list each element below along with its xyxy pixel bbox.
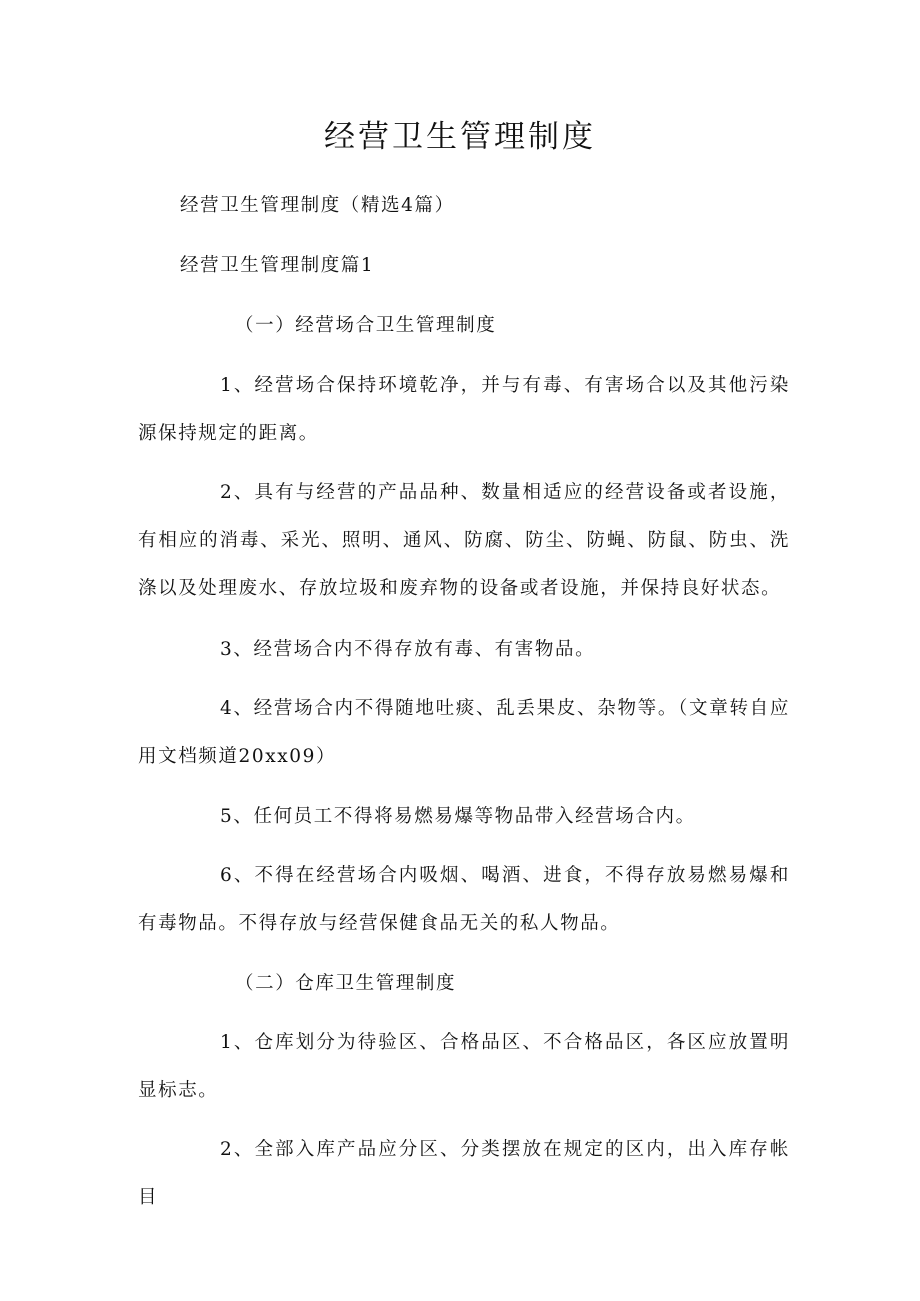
list-item: 6、不得在经营场合内吸烟、喝酒、进食，不得存放易燃易爆和有毒物品。不得存放与经营保健食品无关的私人物品。 — [138, 865, 790, 934]
list-item: 4、经营场合内不得随地吐痰、乱丢果皮、杂物等。（文章转自应用文档频道20xx09） — [138, 698, 790, 767]
section-heading: （二）仓库卫生管理制度 — [235, 973, 457, 994]
document-title: 经营卫生管理制度 — [324, 119, 596, 155]
list-item: 3、经营场合内不得存放有毒、有害物品。 — [220, 639, 596, 660]
list-item: 2、具有与经营的产品品种、数量相适应的经营设备或者设施，有相应的消毒、采光、照明、通风、防腐、防尘、防蝇、防鼠、防虫、洗涤以及处理废水、存放垃圾和废弃物的设备或者设施，并保持良好状态。 — [138, 482, 790, 599]
document-subtitle: 经营卫生管理制度（精选4篇） — [180, 195, 455, 216]
list-item: 2、全部入库产品应分区、分类摆放在规定的区内，出入库存帐目 — [138, 1139, 790, 1208]
article-heading: 经营卫生管理制度篇1 — [180, 255, 375, 276]
list-item: 1、经营场合保持环境乾净，并与有毒、有害场合以及其他污染源保持规定的距离。 — [138, 375, 790, 444]
list-item: 5、任何员工不得将易燃易爆等物品带入经营场合内。 — [220, 806, 696, 827]
section-heading: （一）经营场合卫生管理制度 — [235, 315, 497, 336]
list-item: 1、仓库划分为待验区、合格品区、不合格品区，各区应放置明显标志。 — [138, 1032, 790, 1101]
